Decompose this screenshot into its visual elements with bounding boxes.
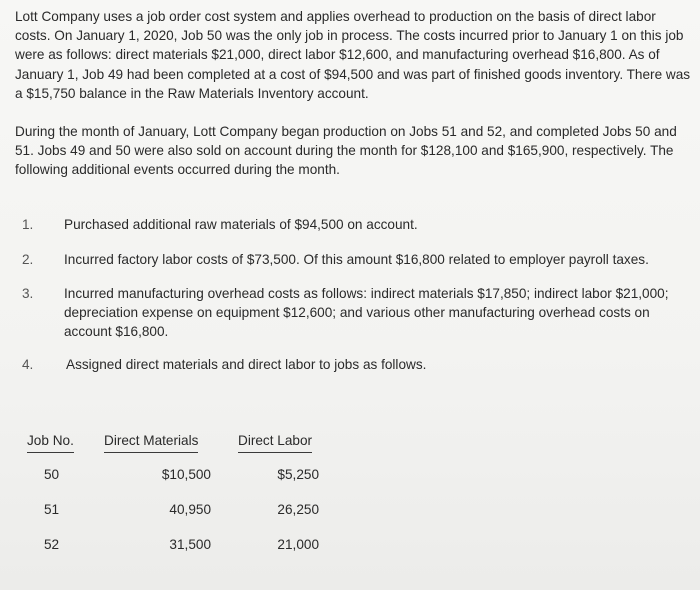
cell-job-no: 52: [44, 537, 60, 552]
events-paragraph: During the month of January, Lott Company began production on Jobs 51 and 52, and completed Jobs 50 and 51. Jobs 49 and 50 were also sold on account during the month for $128,100 and $165,900, respectively. The following additional events occurred during the month.: [15, 124, 677, 178]
intro-paragraph: Lott Company uses a job order cost system and applies overhead to production on the basis of direct labor costs. On January 1, 2020, Job 50 was the only job in process. The costs incurred prior to January 1 on this job were as follows: direct materials $21,000, direct labor $12,600, and manufacturing overhead $16,800. As of January 1, Job 49 had been completed at a cost of $94,500 and was part of finished goods inventory. There was a $15,750 balance in the Raw Materials Inventory account.: [15, 9, 691, 101]
header-job-no: Job No.: [27, 432, 74, 453]
list-item-text: Incurred manufacturing overhead costs as follows: indirect materials $17,850; indirect labor $21,000; depreciation expense on equipment $12,600; and various other manufacturing overhead costs on account $16,800.: [64, 286, 669, 340]
list-item-number: 3.: [22, 286, 34, 301]
cell-direct-labor: 26,250: [277, 502, 319, 517]
list-item-text: Assigned direct materials and direct labor to jobs as follows.: [66, 357, 427, 372]
list-item-number: 1.: [22, 217, 34, 232]
cell-direct-materials: $10,500: [161, 467, 211, 482]
list-item-text: Purchased additional raw materials of $94,500 on account.: [64, 217, 418, 232]
header-direct-materials: Direct Materials: [104, 432, 198, 453]
cell-job-no: 50: [44, 467, 60, 482]
cell-direct-materials: 40,950: [169, 502, 211, 517]
cell-job-no: 51: [44, 502, 60, 517]
list-item-number: 4.: [22, 357, 34, 372]
cell-direct-materials: 31,500: [169, 537, 211, 552]
list-item-number: 2.: [22, 252, 34, 267]
list-item-text: Incurred factory labor costs of $73,500. Of this amount $16,800 related to employer payroll taxes.: [64, 252, 649, 267]
header-direct-labor: Direct Labor: [238, 432, 312, 453]
cell-direct-labor: $5,250: [277, 467, 319, 482]
cell-direct-labor: 21,000: [277, 537, 319, 552]
